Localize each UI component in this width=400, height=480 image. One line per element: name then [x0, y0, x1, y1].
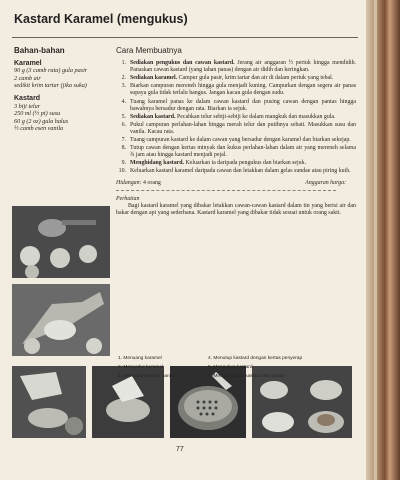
step-number: 4. — [121, 98, 126, 105]
caption-item: 6. Mengeluarkan kastard dari acuan — [208, 374, 285, 379]
step-text: Pecahkan telur sebiji-sebiji ke dalam mangkuk dan masukkan gula. — [175, 113, 336, 120]
step-text: Tuang karamel panas ke dalam cawan kastard dan pusing cawan dengan pantas hingga bawahnya bersadur dengan rata. Biarkan ia sejuk. — [130, 98, 356, 112]
step-item — [116, 83, 356, 97]
method-column — [116, 47, 356, 217]
step-item — [116, 145, 356, 159]
note-text: Bagi kastard karamel yang dibakar letakkan cawan-cawan kastard dalam tin yang berisi air dan bakar dengan api yang sederhana. Kastard karamel yang dibakar tidak sesuai untuk orang sakit. — [116, 202, 356, 216]
step-text: Tuang campuran kastard ke dalam cawan yang bersadur dengan karamel dan biarkan sekejap. — [130, 137, 351, 144]
step-text: Pukul campuran perlahan-lahan hingga merah telur dan putihnya sebati. Masukkan susu dan vanila. Kacau rata. — [130, 121, 356, 135]
ingredient-item: 2 camb air — [14, 74, 41, 82]
step-item — [116, 122, 356, 136]
step-number: 9. — [121, 160, 126, 167]
step-bold: Menghidang kastard. — [130, 160, 185, 167]
photo-coating-caramel — [12, 284, 110, 356]
ingredients-heading: Bahan-bahan — [14, 46, 65, 55]
photo-pouring-caramel — [12, 206, 110, 278]
step-number: 6. — [121, 121, 126, 128]
note-label: Perhatian — [116, 195, 140, 202]
page-number: 77 — [176, 446, 184, 453]
caption-item: 2. Menyadur karamel — [118, 365, 164, 370]
step-number: 2. — [121, 75, 126, 82]
serving-label: Hidangan: — [116, 179, 142, 186]
step-item — [116, 160, 356, 167]
photo-illustration — [12, 284, 110, 356]
step-text: Jerang air anggaran ½ periuk hingga mendidih. Panaskan cawan kastard (yang tahan panas) dengan air didih dan keringkan. — [130, 60, 356, 74]
divider — [116, 190, 336, 192]
ingredients-column — [14, 47, 110, 133]
kastard-heading: Kastard — [14, 94, 41, 102]
step-item — [116, 60, 356, 74]
step-number: 3. — [121, 83, 126, 90]
ingredient-item: ½ camb esen vanila — [14, 125, 64, 133]
step-text: Biarkan campuran mereneh hingga gula menjadi kuning. Campurkan dengan segera air panas supaya gula tidak terlalu hangus. Jangan kacau gula dengan sudu. — [130, 83, 356, 97]
step-bold: Sediakan pengukus dan cawan kastard. — [130, 60, 235, 67]
step-text: Keluarkan ia daripada pengukus dan biarkan sejuk. — [184, 160, 307, 167]
step-text: Tutup cawan dengan kertas minyak dan kukus perlahan-lahan dalam air yang mereneh selama ¾ jam atau hingga kastard menjadi pejal. — [130, 145, 356, 159]
ingredient-item: 3 biji telur — [14, 102, 41, 110]
serving-value: 4 orang — [143, 179, 161, 186]
ingredient-item: sedikit krim tartar (jika suka) — [14, 82, 87, 90]
photo-illustration — [12, 366, 86, 438]
step-item — [116, 75, 356, 82]
photo-illustration — [12, 206, 110, 278]
step-number: 5. — [121, 113, 126, 120]
step-number: 10. — [118, 168, 126, 175]
step-number: 8. — [121, 145, 126, 152]
karamel-heading: Karamel — [14, 59, 42, 67]
caption-item: 4. Menutup kastard dengan kertas penyerap — [208, 356, 303, 361]
step-item — [116, 137, 356, 144]
price-label: Anggaran harga: — [305, 179, 346, 186]
ingredient-item: 90 g (3 camb rata) gula pasir — [14, 67, 88, 75]
step-text: Keluarkan kastard karamel daripada cawan dan letakkan dalam gelas sundae atau piring kuih. — [130, 168, 351, 175]
step-bold: Sediakan kastard. — [130, 113, 176, 120]
step-bold: Sediakan karamel. — [130, 75, 178, 82]
page-title: Kastard Karamel (mengukus) — [14, 12, 188, 26]
step-text: Campur gula pasir, krim tartar dan air di dalam periuk yang tebal. — [177, 75, 334, 82]
method-heading: Cara Membuatnya — [116, 46, 182, 55]
step-item — [116, 114, 356, 121]
caption-item: 1. Menuang karamel — [118, 356, 162, 361]
title-rule — [12, 37, 358, 38]
book-edge — [366, 0, 400, 480]
photo-pouring-custard — [12, 366, 86, 438]
steps-list — [116, 60, 356, 175]
ingredient-item: 250 ml (½ pt) susu — [14, 110, 61, 118]
step-item — [116, 99, 356, 113]
step-item — [116, 168, 356, 175]
caption-item: 3. Menuang kastard panas — [118, 374, 175, 379]
serving-line — [116, 180, 356, 187]
caption-item: 5. Mengukus kastard — [208, 365, 253, 370]
step-number: 7. — [121, 137, 126, 144]
step-number: 1. — [121, 60, 126, 67]
ingredient-item: 60 g (2 oz) gula halus — [14, 117, 69, 125]
